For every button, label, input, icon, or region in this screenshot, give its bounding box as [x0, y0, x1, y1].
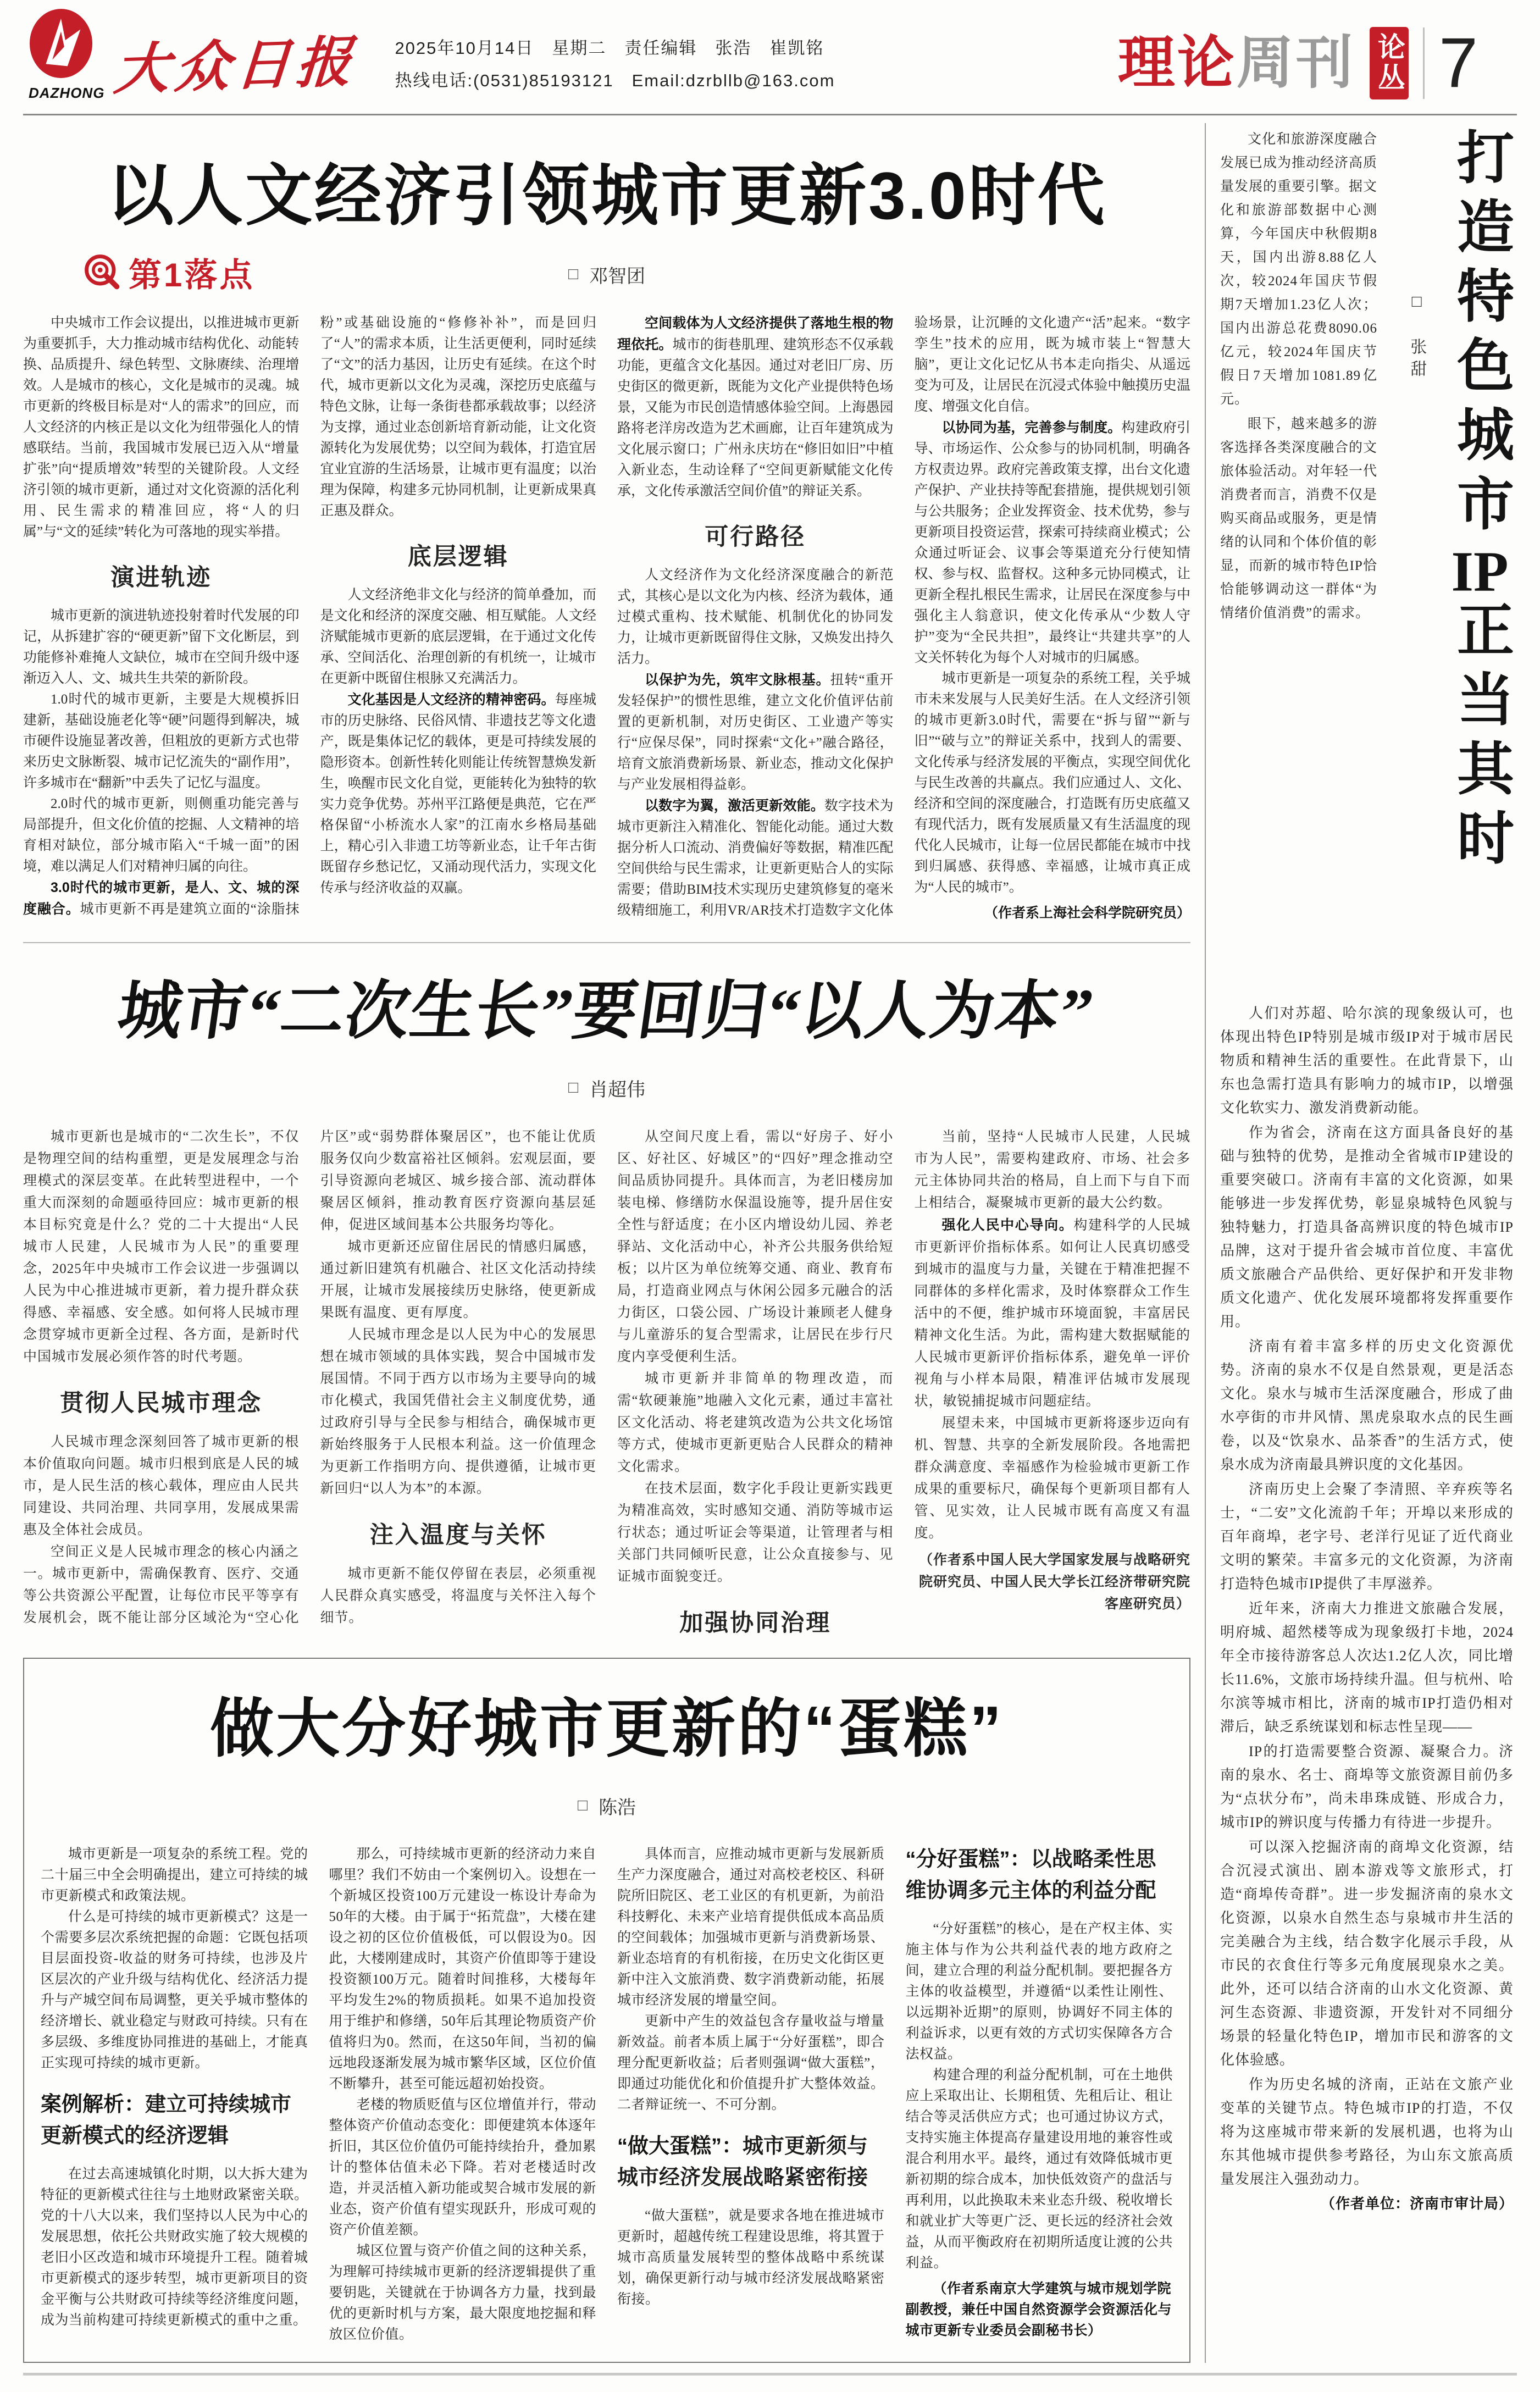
article1-body — [23, 313, 1190, 923]
body-paragraph: 在技术层面，数字化手段让更新实践更为精准高效，实时感知交通、消防等城市运行状态；通过听证会等渠道，让管理者与相关部门共同倾听民意，让公众直接参与、见证城市面貌变迁。 — [617, 1481, 894, 1584]
body-paragraph: 城市更新的演进轨迹投射着时代发展的印记，从拆建扩容的“硬更新”留下文化断层，到功能修补难掩人文缺位，城市在空间升级中逐渐迈入人、文、城共生共荣的新阶段。 — [23, 608, 300, 686]
body-paragraph: 空间正义是人民城市理念的核心内涵之一。城市更新中，需确保教育、医疗、交通等公共资源公平配置，让每位市民平等享有发展机会，既不能让部分区域沦为“空心化片区”或“弱势群体聚居区”，也不能让优质服务仅向少数富裕社区倾斜。宏观层面，要引导资源向老城区、城乡接合部、流动群体聚居区倾斜，推动教育医疗资源向基层延伸，促进区域间基本公共服务均等化。 — [23, 1129, 596, 1625]
section-subhead: 可行路径 — [705, 524, 806, 550]
logo-en-text: DAZHONG — [29, 85, 105, 101]
masthead-right — [1117, 24, 1511, 102]
body-paragraph: 具体而言，应推动城市更新与发展新质生产力深度融合，通过对高校老校区、科研院所旧院区、老工业区的有机更新，为前沿科技孵化、未来产业培育提供低成本高品质的空间载体；加强城市更新与消费新场景、新业态培育的有机衔接，在历史文化街区更新中注入文旅消费、数字消费新动能，拓展城市经济发展的增量空间。 — [617, 1847, 885, 2008]
section-subhead: 注入温度与关怀 — [369, 1522, 547, 1548]
article2-headline: 城市“二次生长”要回归“以人为本” — [113, 977, 1099, 1047]
body-paragraph: 老楼的物质贬值与区位增值并行，带动整体资产价值动态变化：即便建筑本体逐年折旧，其区位价值仍可能持续抬升，叠加累计的整体估值未必下降。若对老楼适时改造，并灵活植入新功能或契合城市发展的新业态，资产价值有望实现跃升，形成可观的资产价值差额。 — [329, 2097, 596, 2238]
body-paragraph: 近年来，济南大力推进文旅融合发展，明府城、超然楼等成为现象级打卡地，2024年全市接待游客总人次达1.2亿人次，同比增长11.6%，文旅市场持续升温。但与杭州、哈尔滨等城市相比，济南的城市IP打造仍相对滞后，缺乏系统谋划和标志性呈现—— — [1220, 1601, 1514, 1735]
body-paragraph: “做大蛋糕”，就是要求各地在推进城市更新时，超越传统工程建设思维，将其置于城市高质量发展转型的整体战略中系统谋划，确保更新行动与城市经济发展战略紧密衔接。 — [617, 2208, 885, 2307]
header-divider — [1423, 27, 1425, 99]
body-paragraph: IP的打造需要整合资源、凝聚合力。济南的泉水、名士、商埠等文旅资源目前仍多为“点状分布”，尚未串珠成链、形成合力，城市IP的辨识度与传播力有待进一步提升。 — [1220, 1743, 1514, 1830]
body-paragraph: “分好蛋糕”的核心，是在产权主体、实施主体与作为公共利益代表的地方政府之间，建立合理的利益分配机制。要把握各方主体的收益模型，并遵循“以柔性让刚性、以远期补近期”的原则，协调好不同主体的利益诉求，以更有效的方式切实保障各方合法权益。 — [905, 1922, 1173, 2062]
article2-byline — [568, 1075, 645, 1101]
section-subhead: “分好蛋糕”：以战略柔性思维协调多元主体的利益分配 — [905, 1848, 1156, 1902]
article1-byline — [568, 261, 645, 288]
body-paragraph: 城市更新是一项复杂的系统工程，关乎城市未来发展与人民美好生活。在人文经济引领的城市更新3.0时代，需要在“拆与留”“新与旧”“破与立”的辩证关系中，找到人的需要、文化传承与经济发展的平衡点，实现空间优化与民生改善的共赢点。我们应通过人、文化、经济和空间的深度融合，打造既有历史底蕴又有现代活力，既有发展质量又有生活温度的现代化人民城市，让每一位居民都能在城市中找到归属感、获得感、幸福感，让城市真正成为“人民的城市”。 — [914, 671, 1190, 895]
article3-body — [41, 1844, 1173, 2345]
body-paragraph: 那么，可持续城市更新的经济动力来自哪里？我们不妨由一个案例切入。设想在一个新城区投资100万元建设一栋设计寿命为50年的大楼。由于属于“拓荒盘”，大楼在建设之初的区位价值极低，可以假设为0。因此，大楼刚建成时，其资产价值即等于建设投资额100万元。随着时间推移，大楼每年平均发生2%的物质损耗。如果不追加投资用于维护和修缮，50年后其理论物质资产价值将归为0。然而，在这50年间，当初的偏远地段逐渐发展为城市繁华区域，区位价值不断攀升，甚至可能远超初始投资。 — [329, 1847, 596, 2091]
body-paragraph: 作为省会，济南在这方面具备良好的基础与独特的优势，是推动全省城市IP建设的重要突破口。济南有丰富的文化资源，如果能够进一步发挥优势，彰显泉城特色风貌与独特魅力，打造具备高辨识度的特色城市IP品牌，这对于提升省会城市首位度、丰富优质文旅融合产品供给、更好保护和开发非物质文化遗产、优化发展环境都将发挥重要作用。 — [1220, 1125, 1514, 1330]
sidebar-headline-latin: IP — [1451, 543, 1509, 600]
section-subhead: 演进轨迹 — [110, 564, 212, 591]
body-paragraph: 作为历史名城的济南，正站在文旅产业变革的关键节点。特色城市IP的打造，不仅将为这座城市带来新的发展机遇，也将为山东其他城市提供参考路径，为山东文旅高质量发展注入强劲动力。 — [1220, 2077, 1514, 2187]
sidebar-lead-column — [1220, 128, 1377, 985]
body-paragraph: 展望未来，中国城市更新将逐步迈向有机、智慧、共享的全新发展阶段。各地需把群众满意度、幸福感作为检验城市更新工作成果的重要标尺，确保每个更新项目都有人管、见实效，让人民城市既有高度又有温度。 — [914, 1416, 1190, 1541]
body-paragraph: 在过去高速城镇化时期，以大拆大建为特征的更新模式往往与土地财政紧密关联。党的十八大以来，我们坚持以人民为中心的发展思想，依托公共财政实施了较大规模的老旧小区改造和城市环境提升工程。随着城市更新模式的逐步转型，城市更新项目的资金平衡与公共财政可持续等经济维度问题，成为当前构建可持续更新模式的重中之重。 — [41, 2167, 308, 2328]
body-paragraph: 什么是可持续的城市更新模式？这是一个需要多层次系统把握的命题：它既包括项目层面投资-收益的财务可持续，也涉及片区层次的产业升级与结构优化、经济活力提升与产城空间布局调整，更关乎城市整体的经济增长、就业稳定与财政可持续。只有在多层级、多维度协同推进的基础上，才能真正实现可持续的城市更新。 — [41, 1909, 308, 2070]
body-paragraph: 人文经济绝非文化与经济的简单叠加，而是文化和经济的深度交融、相互赋能。人文经济赋能城市更新的底层逻辑，在于通过文化传承、空间活化、治理创新的有机统一，让城市在更新中既留住根脉又充满活力。 — [320, 588, 596, 686]
sidebar-headline-pre: 打造特色城市 — [1448, 128, 1511, 543]
date-line: 2025年10月14日 星期二 责任编辑 张浩 崔凯铭 — [395, 38, 824, 58]
byline-mark: □ — [577, 1796, 588, 1814]
sidebar-author: 张甜 — [1408, 338, 1426, 382]
body-paragraph: 济南有着丰富多样的历史文化资源优势。济南的泉水不仅是自然景观，更是活态文化。泉水与城市生活深度融合，形成了曲水亭街的市井风情、黑虎泉取水点的民生画卷，以及“饮泉水、品茶香”的生活方式，使泉水成为济南最具辨识度的文化基因。 — [1220, 1338, 1514, 1472]
byline-mark: □ — [1408, 292, 1426, 316]
body-paragraph: 人民城市理念深刻回答了城市更新的根本价值取向问题。城市归根到底是人民的城市，是人民生活的核心载体，理应由人民共同建设、共同治理、共同享用，发展成果需惠及全体社会成员。 — [23, 1435, 300, 1537]
article3-headline: 做大分好城市更新的“蛋糕” — [210, 1693, 1004, 1764]
article-erci-shengzhang — [23, 942, 1190, 1638]
body-paragraph: 中央城市工作会议提出，以推进城市更新为重要抓手，大力推动城市结构优化、动能转换、品质提升、绿色转型、文脉赓续、治理增效。人是城市的核心，文化是城市的灵魂。城市更新的终极目标是对“人的需求”的回应，而人文经济的内核正是以文化为纽带强化人的情感联结。当前，我国城市发展已迈入从“增量扩张”向“提质增效”转型的关键阶段。人文经济引领的城市更新，通过对文化资源的活化利用、民生需求的精准回应，将“人的归属”与“文的延续”转化为可落地的现实举措。 — [23, 315, 300, 539]
page-body — [23, 123, 1517, 2376]
article2-author: 肖超伟 — [589, 1079, 646, 1100]
article2-body — [23, 1126, 1190, 1638]
section-subhead: 案例解析：建立可持续城市更新模式的经济逻辑 — [41, 2093, 292, 2147]
body-paragraph: 文化和旅游深度融合发展已成为推动经济高质量发展的重要引擎。据文化和旅游部数据中心测算，今年国庆中秋假期8天，国内出游8.88亿人次，较2024年国庆节假期7天增加1.23亿人次；国内出游总花费8090.06亿元，较2024年国庆节假日7天增加1081.89亿元。 — [1220, 132, 1378, 407]
author-credit: （作者系南京大学建筑与城市规划学院副教授，兼任中国自然资源学会资源活化与城市更新专业委员会副秘书长） — [905, 2281, 1172, 2338]
supplement-badge: 论丛 — [1370, 27, 1409, 99]
body-paragraph: 空间载体为人文经济提供了落地生根的物理依托。城市的街巷肌理、建筑形态不仅承载功能，更蕴含文化基因。通过对老旧厂房、历史街区的微更新，既能为文化产业提供特色场景，又能为市民创造情感体验空间。上海愚园路将老洋房改造为艺术画廊，让百年建筑成为文化展示窗口；广州永庆坊在“修旧如旧”中植入新业态，生动诠释了“空间更新赋能文化传承，文化传承激活空间价值”的辩证关系。 — [617, 315, 894, 499]
body-paragraph: 城市更新是一项复杂的系统工程。党的二十届三中全会明确提出，建立可持续的城市更新模式和政策法规。 — [41, 1847, 308, 1903]
masthead — [23, 15, 1517, 115]
newspaper-logo — [29, 8, 359, 102]
article3-byline-row — [41, 1784, 1173, 1828]
article3-byline — [578, 1792, 636, 1819]
badge-label: 第1落点 — [129, 257, 255, 294]
first-drop-badge — [84, 249, 254, 296]
section-subhead: 贯彻人民城市理念 — [60, 1390, 263, 1416]
body-paragraph: 以保护为先，筑牢文脉根基。扭转“重开发轻保护”的惯性思维，建立文化价值评估前置的更新机制，对历史街区、工业遗产等实行“应保尽保”，同时探索“文化+”融合路径，培育文旅消费新场景、新业态，推动文化保护与产业发展相得益彰。 — [617, 672, 894, 792]
body-paragraph: 文化基因是人文经济的精神密码。每座城市的历史脉络、民俗风情、非遗技艺等文化遗产，既是集体记忆的载体，更是可持续发展的隐形资本。创新性转化则能让传统智慧焕发新生，唤醒市民文化自觉，更能转化为独特的软实力竞争优势。苏州平江路便是典范，它在严格保留“小桥流水人家”的江南水乡格局基础上，精心引入非遗工坊等新业态，让千年古街既留存乡愁记忆，又涌动现代活力，实现文化传承与经济收益的双赢。 — [320, 692, 596, 895]
byline-mark: □ — [568, 1078, 579, 1097]
body-paragraph: 以数字为翼，激活更新效能。数字技术为城市更新注入精准化、智能化动能。通过大数据分析人口流动、消费偏好等数据，精准匹配空间供给与民生需求，让更新更贴合人的实际需要；借助BIM技术实现历史建筑修复的毫米级精细施工，利用VR/AR技术打造数字文化体验场景，让沉睡的文化遗产“活”起来。“数字孪生”技术的应用，既为城市装上“智慧大脑”，更让文化记忆从书本走向指尖、从遥远变为可及，让居民在沉浸式体验中触摸历史温度、增强文化自信。 — [617, 315, 1190, 918]
target-click-icon — [84, 253, 120, 292]
body-paragraph: 构建合理的利益分配机制，可在土地供应上采取出让、长期租赁、先租后让、租让结合等灵活供应方式；也可通过协议方式，支持实施主体提高存量建设用地的兼容性或混合利用水平。最终，通过有效降低城市更新初期的综合成本，加快低效资产的盘活与再利用，以此换取未来业态升级、税收增长和就业扩大等更广泛、更长远的经济社会效益，从而平衡政府在初期所适度让渡的公共利益。 — [905, 2068, 1173, 2271]
article1-byline-row — [23, 252, 1190, 296]
body-paragraph: 从空间尺度上看，需以“好房子、好小区、好社区、好城区”的“四好”理念推动空间品质协同提升。具体而言，为老旧楼房加装电梯、修缮防水保温设施等，提升居住安全性与舒适度；在小区内增设幼儿园、养老驿站、文化活动中心，补齐公共服务供给短板；以片区为单位统筹交通、商业、教育布局，打造商业网点与休闲公园多元融合的活力街区，口袋公园、广场设计兼顾老人健身与儿童游乐的复合型需求，让居民在步行尺度内享受便利生活。 — [617, 1129, 894, 1364]
article-renwen-jingji — [23, 142, 1190, 923]
article1-author: 邓智团 — [589, 265, 646, 287]
body-paragraph: 城区位置与资产价值之间的这种关系，为理解可持续城市更新的经济逻辑提供了重要钥匙，关键就在于协调各方力量，找到最优的更新时机与方案，最大限度地挖掘和释放区位价值。 — [329, 2244, 596, 2342]
author-credit: （作者单位：济南市审计局） — [1320, 2195, 1514, 2212]
body-paragraph: 人们对苏超、哈尔滨的现象级认可，也体现出特色IP特别是城市级IP对于城市居民物质和精神生活的重要性。在此背景下，山东也急需打造具有影响力的城市IP，以增强文化软实力、激发消费新动能。 — [1220, 1005, 1514, 1116]
body-paragraph: 人民城市理念是以人民为中心的发展思想在城市领域的具体实践，契合中国城市发展国情。不同于西方以市场为主要导向的城市化模式，我国凭借社会主义制度优势，通过政府引导与全民参与相结合，确保城市更新始终服务于人民根本利益。这一价值理念为更新工作指明方向、提供遵循，让城市更新回归“以人为本”的本源。 — [320, 1327, 596, 1496]
section-name-red: 理论 — [1117, 31, 1237, 95]
byline-mark: □ — [568, 265, 579, 283]
main-column — [23, 123, 1190, 2363]
section-subhead: “做大蛋糕”：城市更新须与城市经济发展战略紧密衔接 — [617, 2135, 868, 2189]
body-paragraph: 1.0时代的城市更新，主要是大规模拆旧建新，基础设施老化等“硬”问题得到解决，城市硬件设施显著改善，但粗放的更新方式也带来历史文脉断裂、城市记忆流失的“副作用”，许多城市在“翻新”中丢失了记忆与温度。 — [23, 692, 300, 790]
body-paragraph: 更新中产生的效益包含存量收益与增量新效益。前者本质上属于“分好蛋糕”，即合理分配更新收益；后者则强调“做大蛋糕”，即通过功能优化和价值提升扩大整体效益。二者辩证统一、不可分割。 — [617, 2014, 885, 2112]
section-name-gray: 周刊 — [1236, 31, 1355, 95]
section-subhead: 底层逻辑 — [407, 544, 509, 570]
dazhong-sail-logo-icon — [29, 8, 93, 84]
body-paragraph: 以协同为基，完善参与制度。构建政府引导、市场运作、公众参与的协同机制，明确各方权责边界。政府完善政策支撑，出台文化遗产保护、产业扶持等配套措施，提供规划引领与公共服务；企业发挥资金、技术优势，参与更新项目投资运营，探索可持续商业模式；公众通过听证会、议事会等渠道充分行使知情权、参与权、监督权。这种多元协同模式，让更新全程扎根民生需求，让居民在深度参与中强化主人翁意识，使文化传承从“少数人守护”变为“全民共担”，最终让“共建共享”的人文关怀转化为每个人对城市的归属感。 — [914, 420, 1190, 665]
sidebar-headline — [1445, 128, 1514, 974]
section-subhead: 加强协同治理 — [679, 1610, 832, 1636]
body-paragraph: 城市更新不能仅停留在表层，必须重视人民群众真实感受，将温度与关怀注入每个细节。 — [320, 1566, 596, 1625]
sidebar-body — [1220, 1001, 1514, 2216]
article3-author: 陈浩 — [599, 1797, 636, 1818]
sidebar-top — [1220, 128, 1514, 985]
body-paragraph: 可以深入挖掘济南的商埠文化资源，结合沉浸式演出、剧本游戏等文旅形式，打造“商埠传奇群”。进一步发掘济南的泉水文化资源，以泉水自然生态与泉城市井生活的完美融合为主线，结合数字化展示手段，从市民的衣食住行等多元角度展现泉水之美。此外，还可以结合济南的山水文化资源、黄河生态资源、非遗资源，开发针对不同细分场景的轻量化特色IP，增加市民和游客的文化体验感。 — [1220, 1839, 1514, 2068]
body-paragraph: 城市更新并非简单的物理改造，而需“软硬兼施”地融入文化元素，通过丰富社区文化活动、将老建筑改造为公共文化场馆等方式，使城市更新更贴合人民群众的精神文化需求。 — [617, 1371, 894, 1474]
article1-headline: 以人文经济引领城市更新3.0时代 — [107, 158, 1107, 233]
contact-line: 热线电话:(0531)85193121 Email:dzrbllb@163.com — [395, 71, 835, 91]
body-paragraph: 3.0时代的城市更新，是人、文、城的深度融合。城市更新不再是建筑立面的“涂脂抹粉”或基础设施的“修修补补”，而是回归了“人”的需求本质，让生活更便利，同时延续了“文”的活力基因，让历史有延续。在这个时代，城市更新以文化为灵魂，深挖历史底蕴与特色文脉，让每一条街巷都承载故事；以经济为支撑，通过业态创新培育新动能，让文化资源转化为发展优势；以空间为载体，打造宜居宜业宜游的生活场景，让城市更有温度；以治理为保障，构建多元协同机制，让更新成果真正惠及群众。 — [23, 315, 596, 917]
author-credit: （作者系上海社会科学院研究员） — [984, 905, 1190, 921]
issue-info — [356, 32, 1117, 102]
sidebar-title-wrap — [1388, 128, 1514, 985]
body-paragraph: 眼下，越来越多的游客选择各类深度融合的文旅体验活动。对年轻一代消费者而言，消费不仅是购买商品或服务，更是情绪的认同和个体价值的彰显，而新的城市特色IP恰恰能够调动这一群体“为情绪价值消费”的需求。 — [1220, 417, 1378, 621]
sidebar-article-city-ip — [1205, 123, 1517, 2363]
body-paragraph: 济南历史上会聚了李清照、辛弃疾等名士，“二安”文化流韵千年；开埠以来形成的百年商埠，老字号、老洋行见证了近代商业文明的繁荣。丰富多元的文化资源，为济南打造特色城市IP提供了丰厚滋养。 — [1220, 1481, 1514, 1592]
sidebar-byline — [1404, 292, 1428, 468]
body-paragraph: 强化人民中心导向。构建科学的人民城市更新评价指标体系。如何让人民真切感受到城市的温度与力量，关键在于精准把握不同群体的多样化需求，及时体察群众工作生活中的不便，维护城市环境面貌，丰富居民精神文化生活。为此，需构建大数据赋能的人民城市更新评价指标体系，避免单一评价视角与小样本局限，精准评估城市发展现状，敏锐捕捉城市问题症结。 — [914, 1217, 1190, 1409]
body-paragraph: 当前，坚持“人民城市人民建，人民城市为人民”，需要构建政府、市场、社会多元主体协同共治的格局，自上而下与自下而上相结合，凝聚城市更新的最大公约数。 — [914, 1129, 1190, 1210]
author-credit: （作者系中国人民大学国家发展与战略研究院研究员、中国人民大学长江经济带研究院客座研究员） — [918, 1552, 1190, 1612]
body-paragraph: 城市更新也是城市的“二次生长”，不仅是物理空间的结构重塑，更是发展理念与治理模式的深层变革。在此转型进程中，一个重大而深刻的命题亟待回应：城市更新的根本目标究竟是什么？党的二十大提出“人民城市人民建，人民城市为人民”的重要理念，2025年中央城市工作会议进一步强调以人民为中心推进城市更新，着力提升群众获得感、幸福感、安全感。如何将人民城市理念贯穿城市更新全过程、各方面，是新时代中国城市发展必须作答的时代考题。 — [23, 1129, 300, 1364]
logo-cn-text: 大众日报 — [112, 31, 359, 101]
sidebar-headline-post: 正当其时 — [1448, 600, 1511, 877]
body-paragraph: 人文经济作为文化经济深度融合的新范式，其核心是以文化为内核、经济为载体，通过模式重构、技术赋能、机制优化的协同发力，让城市更新既留得住文脉，又焕发出持久活力。 — [617, 568, 894, 666]
body-paragraph: 2.0时代的城市更新，则侧重功能完善与局部提升，但文化价值的挖掘、人文精神的培育相对缺位，部分城市陷入“千城一面”的困境，难以满足人们对精神归属的向往。 — [23, 796, 300, 874]
body-paragraph: 城市更新还应留住居民的情感归属感，通过新旧建筑有机融合、社区文化活动持续开展，让城市发展接续历史脉络，使更新成果既有温度、更有厚度。 — [320, 1239, 596, 1320]
article-dangao — [23, 1658, 1190, 2363]
article2-byline-row — [23, 1066, 1190, 1110]
page-number: 7 — [1438, 24, 1478, 102]
section-masthead — [1117, 31, 1355, 95]
